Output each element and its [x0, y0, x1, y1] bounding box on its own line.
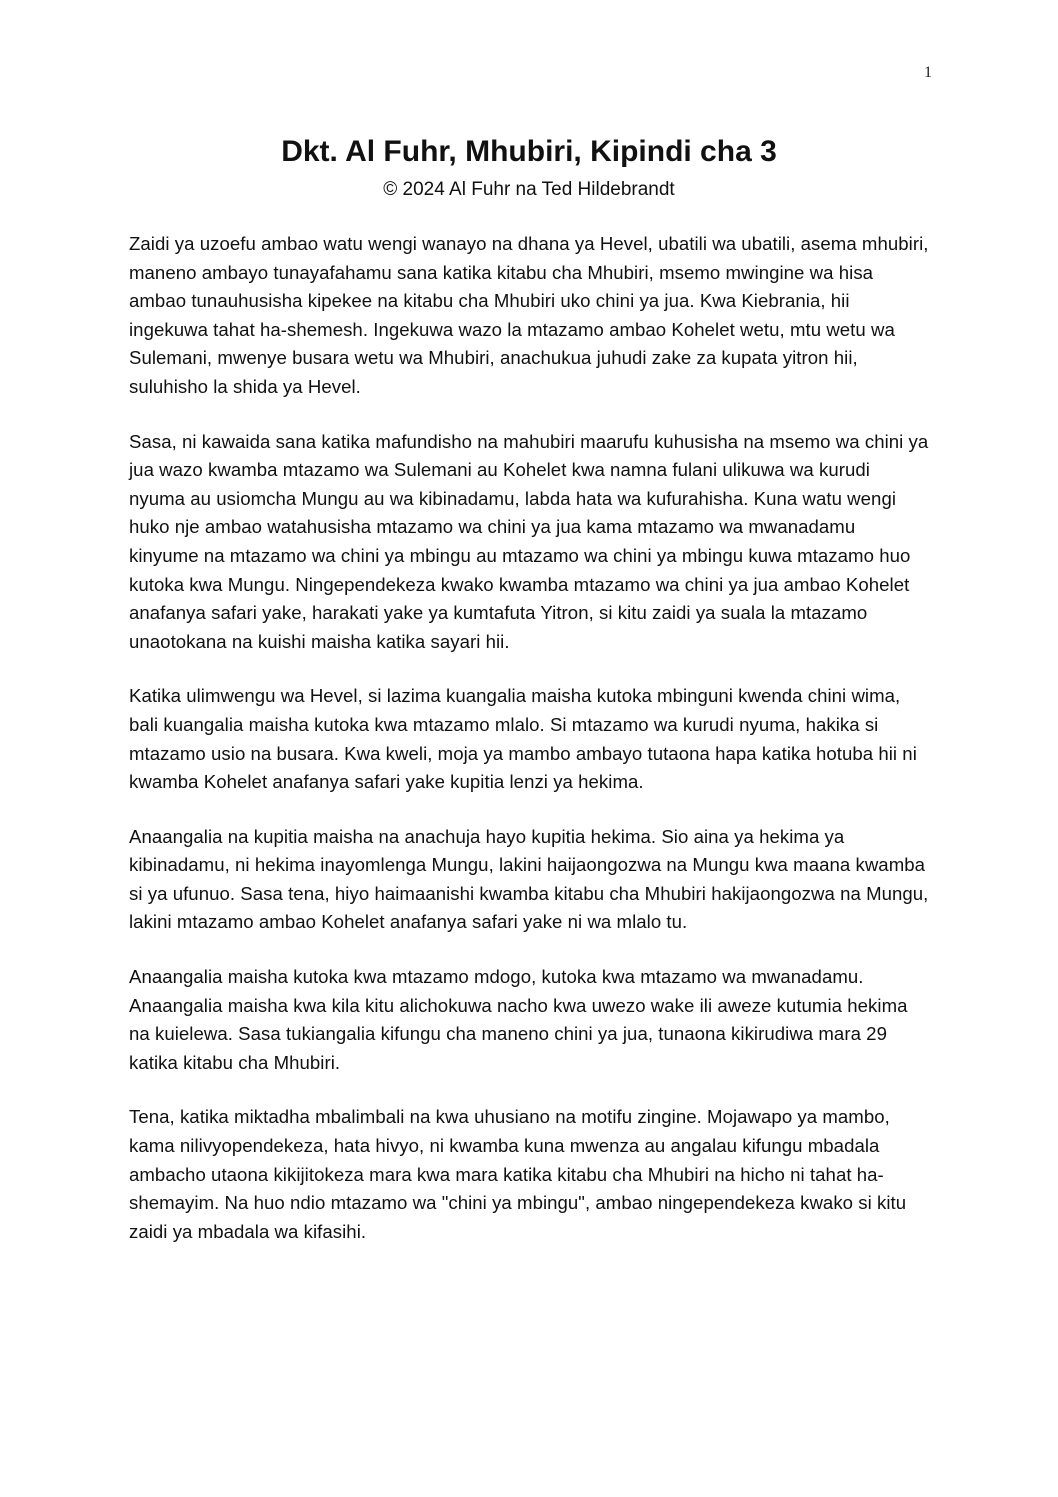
- document-title: Dkt. Al Fuhr, Mhubiri, Kipindi cha 3: [281, 135, 777, 168]
- paragraph: Katika ulimwengu wa Hevel, si lazima kuangalia maisha kutoka mbinguni kwenda chini wima, bali kuangalia maisha kutoka kwa mtazamo mlalo. Si mtazamo wa kurudi nyuma, hakika si mtazamo usio na busara. Kwa kweli, moja ya mambo ambayo tutaona hapa katika hotuba hii ni kwamba Kohelet anafanya safari yake kupitia lenzi ya hekima.: [129, 685, 917, 793]
- document-body: [129, 230, 929, 1272]
- paragraph: Zaidi ya uzoefu ambao watu wengi wanayo na dhana ya Hevel, ubatili wa ubatili, asema mhubiri, maneno ambayo tunayafahamu sana katika kitabu cha Mhubiri, msemo mwingine wa hisa ambao tunauhusisha kipekee na kitabu cha Mhubiri uko chini ya jua. Kwa Kiebrania, hii ingekuwa tahat ha-shemesh. Ingekuwa wazo la mtazamo ambao Kohelet wetu, mtu wetu wa Sulemani, mwenye busara wetu wa Mhubiri, anachukua juhudi zake za kupata yitron hii, suluhisho la shida ya Hevel.: [129, 233, 929, 397]
- paragraph: Anaangalia na kupitia maisha na anachuja hayo kupitia hekima. Sio aina ya hekima ya kibinadamu, ni hekima inayomlenga Mungu, lakini haijaongozwa na Mungu kwa maana kwamba si ya ufunuo. Sasa tena, hiyo haimaanishi kwamba kitabu cha Mhubiri hakijaongozwa na Mungu, lakini mtazamo ambao Kohelet anafanya safari yake ni wa mlalo tu.: [129, 825, 929, 933]
- document-subtitle: © 2024 Al Fuhr na Ted Hildebrandt: [383, 179, 675, 200]
- paragraph: Anaangalia maisha kutoka kwa mtazamo mdogo, kutoka kwa mtazamo wa mwanadamu. Anaangalia maisha kwa kila kitu alichokuwa nacho kwa uwezo wake ili aweze kutumia hekima na kuielewa. Sasa tukiangalia kifungu cha maneno chini ya jua, tunaona kikirudiwa mara 29 katika kitabu cha Mhubiri.: [129, 966, 908, 1073]
- paragraph: Sasa, ni kawaida sana katika mafundisho na mahubiri maarufu kuhusisha na msemo wa chini ya jua wazo kwamba mtazamo wa Sulemani au Kohelet kwa namna fulani ulikuwa wa kurudi nyuma au usiomcha Mungu au wa kibinadamu, labda hata wa kufurahisha. Kuna watu wengi huko nje ambao watahusisha mtazamo wa chini ya jua kama mtazamo wa mwanadamu kinyume na mtazamo wa chini ya mbingu au mtazamo wa chini ya mbingu kuwa mtazamo huo kutoka kwa Mungu. Ningependekeza kwako kwamba mtazamo wa chini ya jua ambao Kohelet anafanya safari yake, harakati yake ya kumtafuta Yitron, si kitu zaidi ya suala la mtazamo unaotokana na kuishi maisha katika sayari hii.: [129, 430, 929, 652]
- page-number: 1: [924, 64, 932, 81]
- paragraph: Tena, katika miktadha mbalimbali na kwa uhusiano na motifu zingine. Mojawapo ya mambo, kama nilivyopendekeza, hata hivyo, ni kwamba kuna mwenza au angalau kifungu mbadala ambacho utaona kikijitokeza mara kwa mara katika kitabu cha Mhubiri na hicho ni tahat ha-shemayim. Na huo ndio mtazamo wa "chini ya mbingu", ambao ningependekeza kwako si kitu zaidi ya mbadala wa kifasihi.: [129, 1106, 907, 1242]
